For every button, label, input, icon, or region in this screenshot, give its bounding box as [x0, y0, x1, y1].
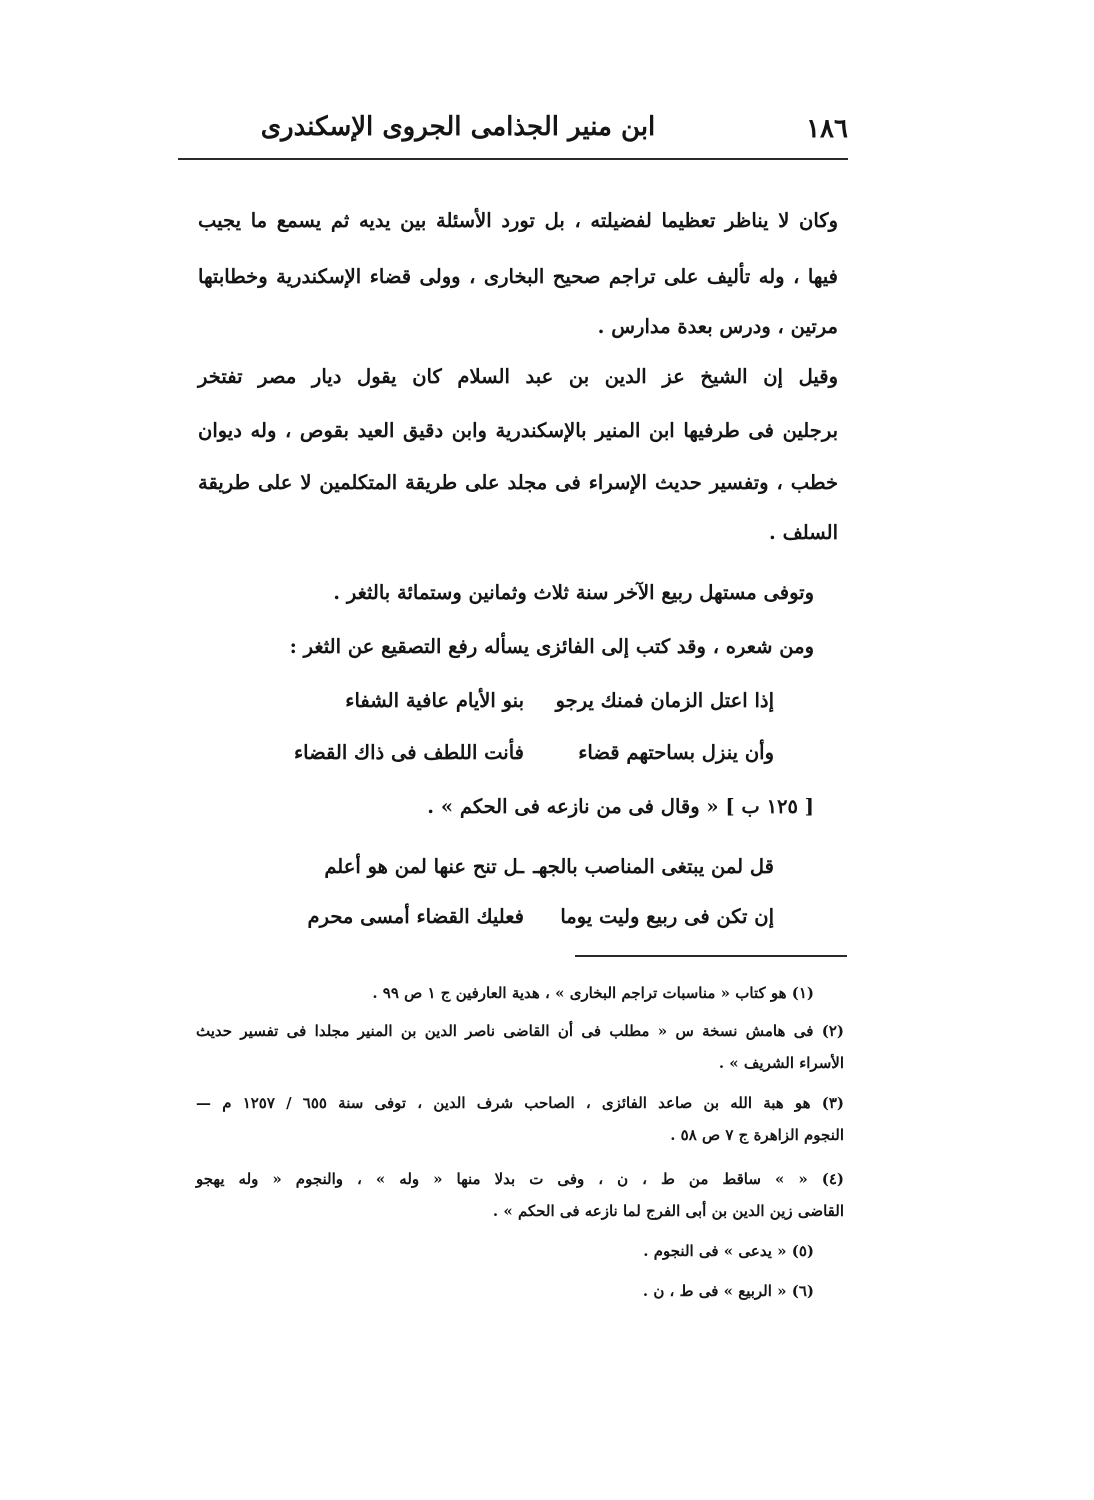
para1-line1: وكان لا يناظر تعظيما لفضيلته ، بل تورد الأسئلة بين يديه ثم يسمع ما يجيب [198, 209, 838, 232]
footnote-4-line1: (٤) « » ساقط من ط ، ن ، وفى ت بدلا منها « وله » ، والنجوم « وله يهجو [196, 1170, 844, 1188]
para2-line2: برجلين فى طرفيها ابن المنير بالإسكندرية وابن دقيق العيد بقوص ، وله ديوان [198, 419, 838, 442]
poem1-verse2-right: وأن ينزل بساحتهم قضاء [578, 741, 774, 764]
poem1-verse1-right: إذا اعتل الزمان فمنك يرجو [555, 689, 774, 712]
para2-line3: خطب ، وتفسير حديث الإسراء فى مجلد على طريقة المتكلمين لا على طريقة [198, 471, 838, 494]
page-number: ١٨٦ [806, 114, 848, 144]
running-title: ابن منير الجذامى الجروى الإسكندرى [260, 112, 656, 142]
para1-line2: فيها ، وله تأليف على تراجم صحيح البخارى ، وولى قضاء الإسكندرية وخطابتها [198, 265, 838, 288]
poem2-verse1-left: ـل تنح عنها لمن هو أعلم [324, 855, 524, 878]
folio-marker-line: [ ١٢٥ ب ] « وقال فى من نازعه فى الحكم » . [427, 795, 814, 818]
poem2-verse1-right: قل لمن يبتغى المناصب بالجهـ [533, 855, 774, 878]
footnote-3-line1: (٣) هو هبة الله بن صاعد الفائزى ، الصاحب شرف الدين ، توفى سنة ٦٥٥ / ١٢٥٧ م — [196, 1094, 844, 1112]
para2-line4: السلف . [769, 521, 838, 544]
footnote-3-line2: النجوم الزاهرة ج ٧ ص ٥٨ . [670, 1126, 844, 1144]
footnote-1: (١) هو كتاب « مناسبات تراجم البخارى » ، هدية العارفين ج ١ ص ٩٩ . [372, 984, 814, 1002]
footnote-2-line1: (٢) فى هامش نسخة س « مطلب فى أن القاضى ناصر الدين بن المنير مجلدا فى تفسير حديث [196, 1022, 844, 1040]
footnote-5: (٥) « يدعى » فى النجوم . [643, 1242, 814, 1260]
death-line: وتوفى مستهل ربيع الآخر سنة ثلاث وثمانين وستمائة بالثغر . [333, 581, 814, 604]
poem1-verse1-left: بنو الأيام عافية الشفاء [345, 689, 524, 712]
para1-line3: مرتين ، ودرس بعدة مدارس . [597, 315, 838, 338]
footnote-4-line2: القاضى زين الدين بن أبى الفرج لما نازعه فى الحكم » . [492, 1202, 844, 1220]
para2-line1: وقيل إن الشيخ عز الدين بن عبد السلام كان يقول ديار مصر تفتخر [198, 365, 838, 388]
footnote-6: (٦) « الربيع » فى ط ، ن . [642, 1282, 814, 1300]
poem-intro: ومن شعره ، وقد كتب إلى الفائزى يسأله رفع التصقيع عن الثغر : [289, 635, 814, 658]
footnote-separator [575, 955, 847, 957]
poem2-verse2-left: فعليك القضاء أمسى محرم [307, 905, 524, 928]
page-header [178, 108, 848, 160]
poem1-verse2-left: فأنت اللطف فى ذاك القضاء [294, 741, 524, 764]
poem2-verse2-right: إن تكن فى ربيع وليت يوما [560, 905, 774, 928]
footnote-2-line2: الأسراء الشريف » . [718, 1054, 844, 1072]
